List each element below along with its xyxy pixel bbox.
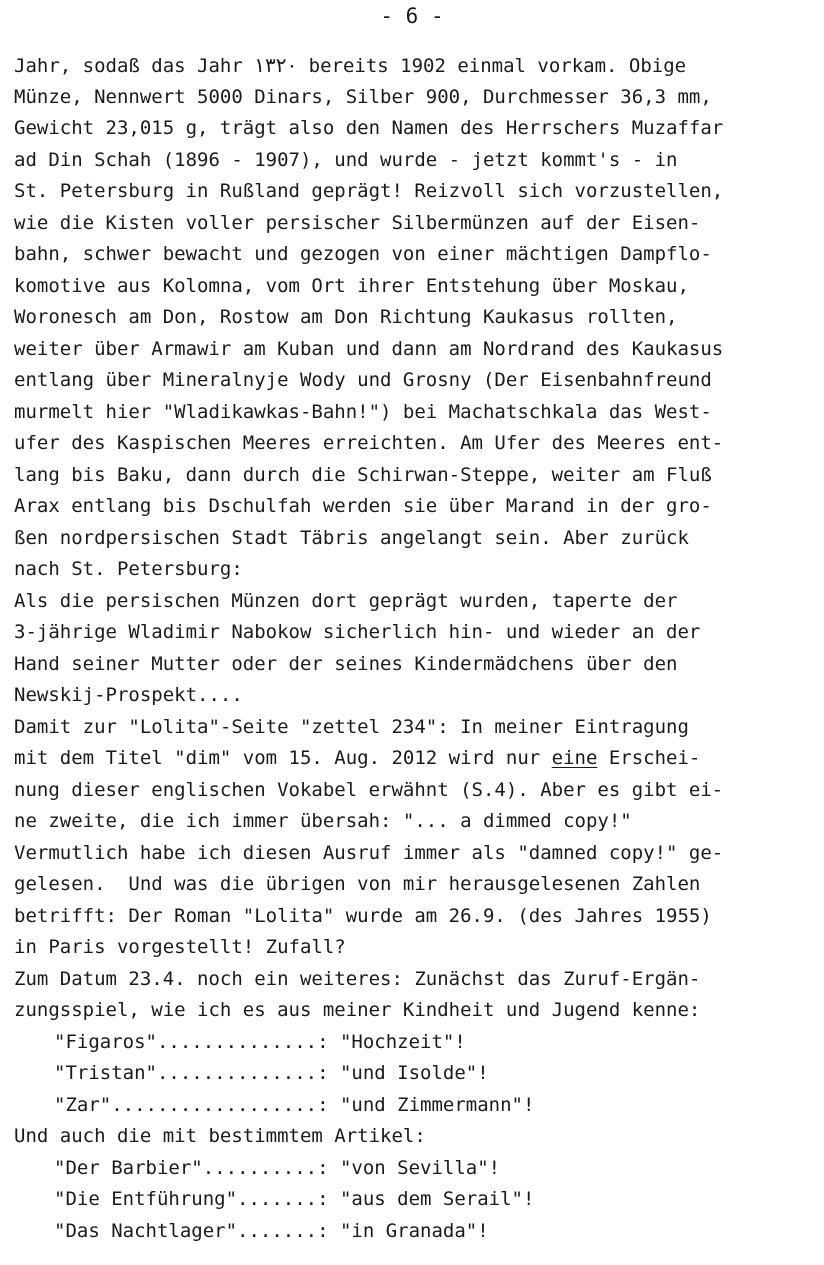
text-line: ad Din Schah (1896 - 1907), und wurde - jetzt kommt's - in bbox=[14, 148, 678, 171]
text-line: wie die Kisten voller persischer Silbermünzen auf der Eisen- bbox=[14, 211, 701, 234]
text-line: Arax entlang bis Dschulfah werden sie über Marand in der gro- bbox=[14, 495, 712, 517]
text-line: Woronesch am Don, Rostow am Don Richtung Kaukasus rollten, bbox=[14, 306, 678, 328]
arabic-year: ١٣٢٠ bbox=[254, 53, 298, 77]
text-line: bahn, schwer bewacht und gezogen von einer mächtigen Dampflo- bbox=[14, 243, 712, 265]
text-line: nach St. Petersburg: bbox=[14, 558, 243, 580]
text-line: Vermutlich habe ich diesen Ausruf immer als "damned copy!" ge- bbox=[14, 841, 724, 864]
text-line: lang bis Baku, dann durch die Schirwan-Steppe, weiter am Fluß bbox=[14, 463, 712, 486]
body-text bbox=[14, 50, 814, 1247]
list-item: "Das Nachtlager".......: "in Granada"! bbox=[54, 1219, 489, 1242]
underlined-word: eine bbox=[551, 747, 598, 769]
text-line: entlang über Mineralnyje Wody und Grosny (Der Eisenbahnfreund bbox=[14, 369, 712, 391]
text-line: Gewicht 23,015 g, trägt also den Namen des Herrschers Muzaffar bbox=[14, 117, 724, 139]
text-line: weiter über Armawir am Kuban und dann am Nordrand des Kaukasus bbox=[14, 337, 724, 360]
text-line: Münze, Nennwert 5000 Dinars, Silber 900, Durchmesser 36,3 mm, bbox=[14, 85, 712, 108]
text-line: Und auch die mit bestimmtem Artikel: bbox=[14, 1125, 426, 1147]
text-line: Hand seiner Mutter oder der seines Kindermädchens über den bbox=[14, 652, 678, 675]
text-line: mit dem Titel "dim" vom 15. Aug. 2012 wird nur eine Erschei- bbox=[14, 747, 701, 769]
text-line: murmelt hier "Wladikawkas-Bahn!") bei Machatschkala das West- bbox=[14, 400, 712, 423]
text-line: Zum Datum 23.4. noch ein weiteres: Zunächst das Zuruf-Ergän- bbox=[14, 967, 701, 990]
text-line: betrifft: Der Roman "Lolita" wurde am 26.9. (des Jahres 1955) bbox=[14, 904, 712, 927]
text-line: Jahr, sodaß das Jahr ١٣٢٠ bereits 1902 einmal vorkam. Obige bbox=[14, 53, 687, 77]
text-line: ne zweite, die ich immer übersah: "... a dimmed copy!" bbox=[14, 810, 632, 832]
text-line: zungsspiel, wie ich es aus meiner Kindheit und Jugend kenne: bbox=[14, 999, 701, 1021]
text-line: St. Petersburg in Rußland geprägt! Reizvoll sich vorzustellen, bbox=[14, 180, 724, 202]
text-line: komotive aus Kolomna, vom Ort ihrer Entstehung über Moskau, bbox=[14, 274, 689, 297]
text-line: ufer des Kaspischen Meeres erreichten. Am Ufer des Meeres ent- bbox=[14, 432, 724, 454]
text-line: nung dieser englischen Vokabel erwähnt (S.4). Aber es gibt ei- bbox=[14, 778, 724, 801]
list-item: "Die Entführung".......: "aus dem Serail"! bbox=[54, 1188, 535, 1210]
text-line: gelesen. Und was die übrigen von mir herausgelesenen Zahlen bbox=[14, 873, 701, 895]
text-line: Als die persischen Münzen dort geprägt wurden, taperte der bbox=[14, 589, 678, 612]
text-line: Newskij-Prospekt.... bbox=[14, 684, 243, 706]
list-item: "Tristan"..............: "und Isolde"! bbox=[54, 1062, 489, 1084]
text-line: Damit zur "Lolita"-Seite "zettel 234": In meiner Eintragung bbox=[14, 715, 689, 738]
text-line: 3-jährige Wladimir Nabokow sicherlich hin- und wieder an der bbox=[14, 621, 701, 643]
page-number: - 6 - bbox=[380, 4, 444, 28]
text-line: in Paris vorgestellt! Zufall? bbox=[14, 936, 346, 958]
list-item: "Zar"..................: "und Zimmermann"! bbox=[54, 1093, 535, 1116]
text-line: ßen nordpersischen Stadt Täbris angelangt sein. Aber zurück bbox=[14, 526, 689, 549]
list-item: "Figaros"..............: "Hochzeit"! bbox=[54, 1030, 466, 1053]
list-item: "Der Barbier"..........: "von Sevilla"! bbox=[54, 1156, 501, 1179]
